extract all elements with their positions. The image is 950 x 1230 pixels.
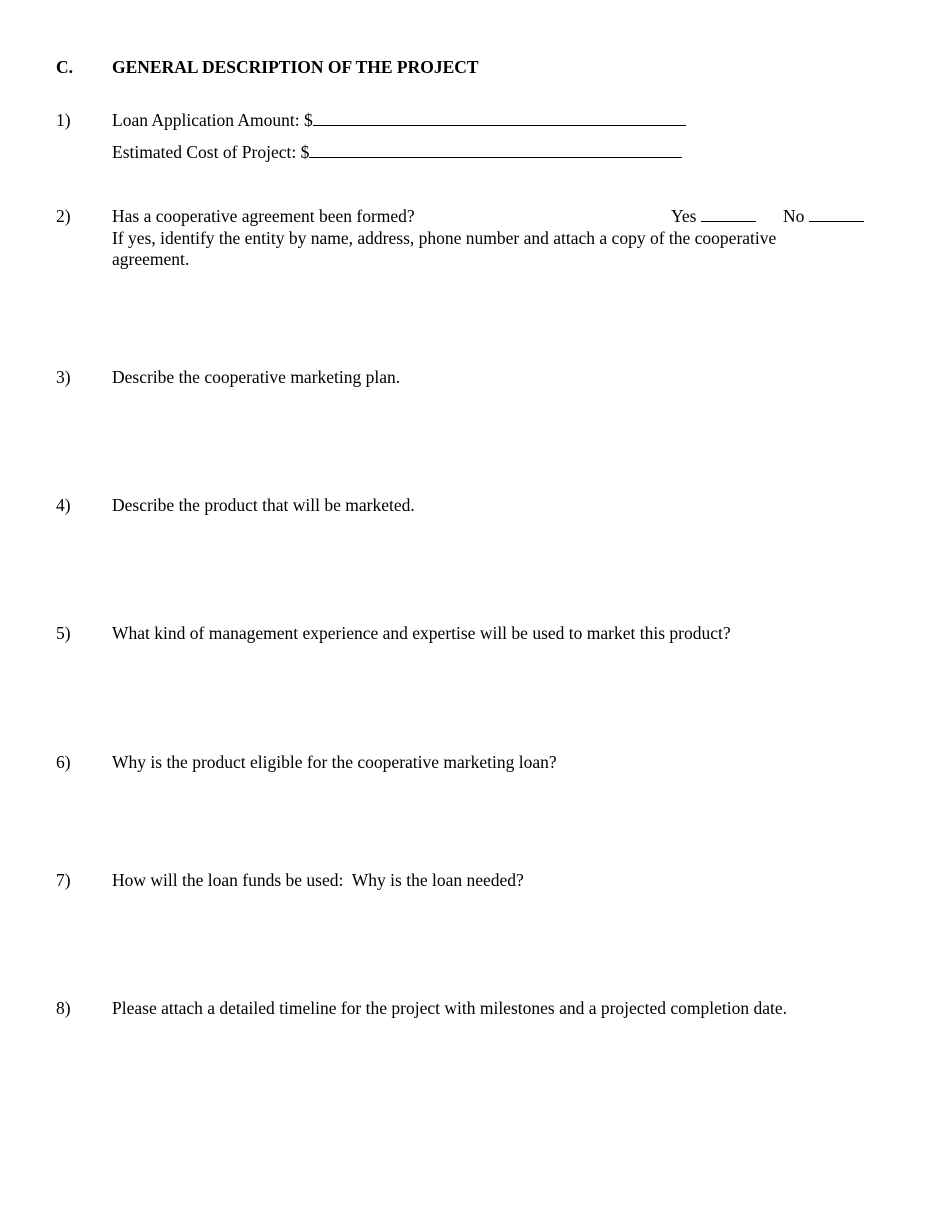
no-field[interactable] [783, 206, 864, 227]
estimated-cost-field[interactable] [112, 142, 682, 163]
question-2-instruction: If yes, identify the entity by name, address, phone number and attach a copy of the cooperative agreement. [112, 228, 777, 269]
question-5-text: What kind of management experience and expertise will be used to market this product? [112, 623, 731, 643]
question-2-number: 2) [56, 206, 71, 226]
question-8-text: Please attach a detailed timeline for the project with milestones and a projected completion date. [112, 998, 787, 1018]
question-8-number: 8) [56, 998, 71, 1018]
question-4-text: Describe the product that will be marketed. [112, 495, 415, 515]
question-1-number: 1) [56, 110, 71, 130]
question-5-number: 5) [56, 623, 71, 643]
question-7-number: 7) [56, 870, 71, 890]
question-3-text: Describe the cooperative marketing plan. [112, 367, 401, 387]
no-label: No [783, 206, 805, 226]
loan-amount-field[interactable] [112, 110, 686, 131]
loan-amount-blank[interactable] [313, 110, 686, 126]
question-3-number: 3) [56, 367, 71, 387]
question-4-number: 4) [56, 495, 71, 515]
question-7-text: How will the loan funds be used: Why is the loan needed? [112, 870, 524, 890]
loan-amount-label: Loan Application Amount: $ [112, 110, 313, 130]
no-blank[interactable] [809, 206, 864, 222]
estimated-cost-label: Estimated Cost of Project: $ [112, 142, 310, 162]
section-letter: C. [56, 57, 74, 77]
question-6-text: Why is the product eligible for the cooperative marketing loan? [112, 752, 557, 772]
yes-blank[interactable] [701, 206, 756, 222]
section-title: GENERAL DESCRIPTION OF THE PROJECT [112, 57, 479, 77]
estimated-cost-blank[interactable] [309, 142, 682, 158]
question-2-text: Has a cooperative agreement been formed? [112, 206, 415, 226]
yes-field[interactable] [671, 206, 756, 227]
question-6-number: 6) [56, 752, 71, 772]
yes-label: Yes [671, 206, 697, 226]
